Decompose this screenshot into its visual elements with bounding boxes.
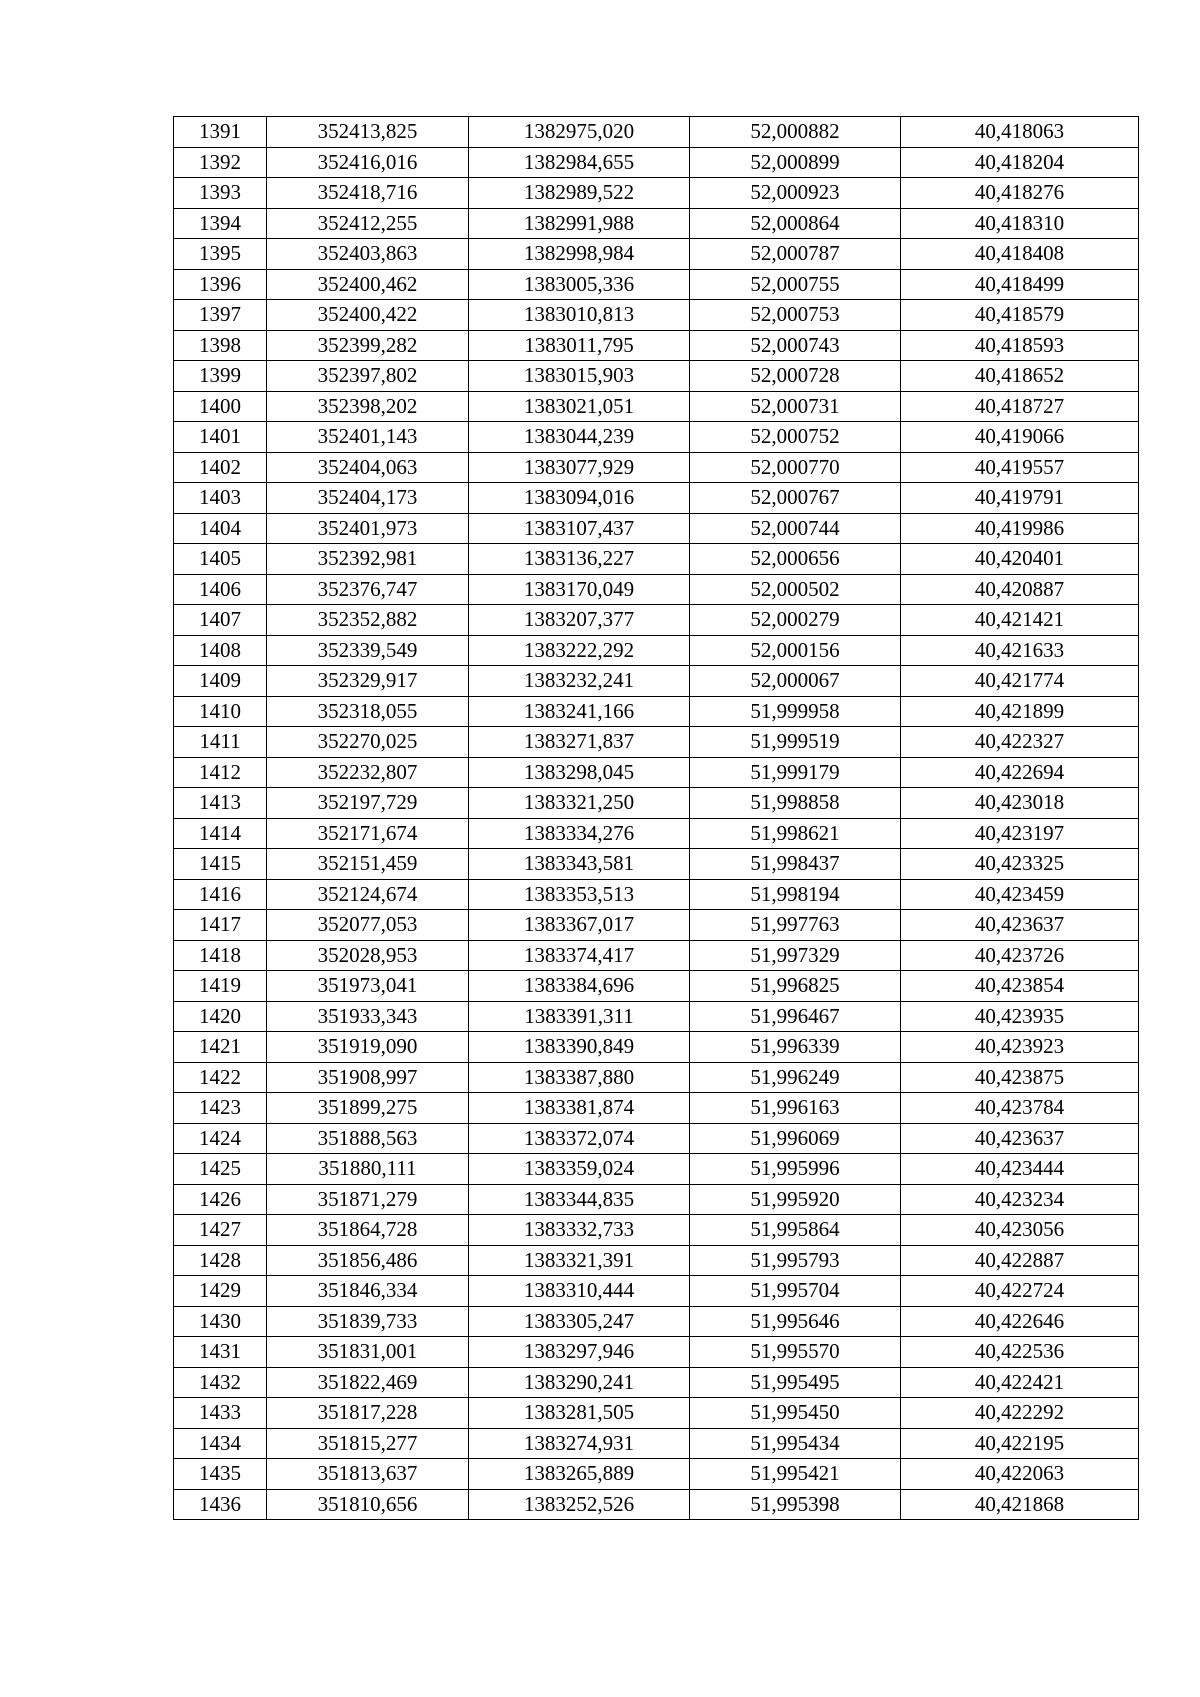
point-number-cell: 1421 <box>174 1032 267 1063</box>
x-coordinate-cell: 352376,747 <box>267 574 469 605</box>
point-number-cell: 1420 <box>174 1001 267 1032</box>
table-row <box>174 1245 1139 1276</box>
longitude-cell: 51,999519 <box>690 727 901 758</box>
x-coordinate-cell: 351813,637 <box>267 1459 469 1490</box>
latitude-cell: 40,423459 <box>901 879 1139 910</box>
y-coordinate-cell: 1383387,880 <box>469 1062 690 1093</box>
y-coordinate-cell: 1383241,166 <box>469 696 690 727</box>
longitude-cell: 51,995570 <box>690 1337 901 1368</box>
latitude-cell: 40,418204 <box>901 147 1139 178</box>
y-coordinate-cell: 1383367,017 <box>469 910 690 941</box>
y-coordinate-cell: 1383310,444 <box>469 1276 690 1307</box>
longitude-cell: 52,000767 <box>690 483 901 514</box>
table-row <box>174 239 1139 270</box>
table-row <box>174 940 1139 971</box>
latitude-cell: 40,421633 <box>901 635 1139 666</box>
longitude-cell: 52,000656 <box>690 544 901 575</box>
latitude-cell: 40,423875 <box>901 1062 1139 1093</box>
longitude-cell: 51,998437 <box>690 849 901 880</box>
table-row <box>174 1337 1139 1368</box>
point-number-cell: 1422 <box>174 1062 267 1093</box>
x-coordinate-cell: 352413,825 <box>267 117 469 148</box>
x-coordinate-cell: 351817,228 <box>267 1398 469 1429</box>
y-coordinate-cell: 1383281,505 <box>469 1398 690 1429</box>
y-coordinate-cell: 1383044,239 <box>469 422 690 453</box>
x-coordinate-cell: 351846,334 <box>267 1276 469 1307</box>
longitude-cell: 51,995495 <box>690 1367 901 1398</box>
longitude-cell: 51,995996 <box>690 1154 901 1185</box>
x-coordinate-cell: 352397,802 <box>267 361 469 392</box>
x-coordinate-cell: 352404,063 <box>267 452 469 483</box>
point-number-cell: 1426 <box>174 1184 267 1215</box>
point-number-cell: 1427 <box>174 1215 267 1246</box>
latitude-cell: 40,418652 <box>901 361 1139 392</box>
latitude-cell: 40,418593 <box>901 330 1139 361</box>
longitude-cell: 51,997763 <box>690 910 901 941</box>
x-coordinate-cell: 352400,422 <box>267 300 469 331</box>
latitude-cell: 40,422195 <box>901 1428 1139 1459</box>
table-row <box>174 1154 1139 1185</box>
y-coordinate-cell: 1383334,276 <box>469 818 690 849</box>
x-coordinate-cell: 351908,997 <box>267 1062 469 1093</box>
longitude-cell: 51,995920 <box>690 1184 901 1215</box>
table-row <box>174 483 1139 514</box>
longitude-cell: 51,995793 <box>690 1245 901 1276</box>
y-coordinate-cell: 1383297,946 <box>469 1337 690 1368</box>
x-coordinate-cell: 352318,055 <box>267 696 469 727</box>
point-number-cell: 1397 <box>174 300 267 331</box>
y-coordinate-cell: 1383015,903 <box>469 361 690 392</box>
point-number-cell: 1398 <box>174 330 267 361</box>
point-number-cell: 1412 <box>174 757 267 788</box>
y-coordinate-cell: 1383321,250 <box>469 788 690 819</box>
table-row <box>174 818 1139 849</box>
longitude-cell: 51,999179 <box>690 757 901 788</box>
longitude-cell: 51,998621 <box>690 818 901 849</box>
table-row <box>174 910 1139 941</box>
longitude-cell: 51,999958 <box>690 696 901 727</box>
point-number-cell: 1395 <box>174 239 267 270</box>
latitude-cell: 40,422292 <box>901 1398 1139 1429</box>
point-number-cell: 1391 <box>174 117 267 148</box>
table-row <box>174 1428 1139 1459</box>
longitude-cell: 52,000752 <box>690 422 901 453</box>
longitude-cell: 52,000882 <box>690 117 901 148</box>
longitude-cell: 51,997329 <box>690 940 901 971</box>
x-coordinate-cell: 352329,917 <box>267 666 469 697</box>
point-number-cell: 1415 <box>174 849 267 880</box>
y-coordinate-cell: 1383381,874 <box>469 1093 690 1124</box>
longitude-cell: 51,995398 <box>690 1489 901 1520</box>
x-coordinate-cell: 352416,016 <box>267 147 469 178</box>
table-row <box>174 1032 1139 1063</box>
point-number-cell: 1400 <box>174 391 267 422</box>
latitude-cell: 40,422694 <box>901 757 1139 788</box>
longitude-cell: 51,996339 <box>690 1032 901 1063</box>
x-coordinate-cell: 351864,728 <box>267 1215 469 1246</box>
table-row <box>174 1001 1139 1032</box>
latitude-cell: 40,419986 <box>901 513 1139 544</box>
x-coordinate-cell: 352197,729 <box>267 788 469 819</box>
y-coordinate-cell: 1383207,377 <box>469 605 690 636</box>
point-number-cell: 1394 <box>174 208 267 239</box>
table-row <box>174 879 1139 910</box>
latitude-cell: 40,418063 <box>901 117 1139 148</box>
table-row <box>174 300 1139 331</box>
y-coordinate-cell: 1383010,813 <box>469 300 690 331</box>
latitude-cell: 40,421868 <box>901 1489 1139 1520</box>
latitude-cell: 40,421899 <box>901 696 1139 727</box>
table-row <box>174 1184 1139 1215</box>
table-row <box>174 513 1139 544</box>
x-coordinate-cell: 351899,275 <box>267 1093 469 1124</box>
point-number-cell: 1434 <box>174 1428 267 1459</box>
table-row <box>174 361 1139 392</box>
point-number-cell: 1411 <box>174 727 267 758</box>
point-number-cell: 1416 <box>174 879 267 910</box>
longitude-cell: 52,000753 <box>690 300 901 331</box>
table-row <box>174 1367 1139 1398</box>
longitude-cell: 52,000067 <box>690 666 901 697</box>
y-coordinate-cell: 1383332,733 <box>469 1215 690 1246</box>
table-row <box>174 1215 1139 1246</box>
longitude-cell: 52,000744 <box>690 513 901 544</box>
y-coordinate-cell: 1383374,417 <box>469 940 690 971</box>
longitude-cell: 52,000787 <box>690 239 901 270</box>
y-coordinate-cell: 1383136,227 <box>469 544 690 575</box>
table-row <box>174 1093 1139 1124</box>
point-number-cell: 1402 <box>174 452 267 483</box>
table-row <box>174 605 1139 636</box>
y-coordinate-cell: 1382998,984 <box>469 239 690 270</box>
latitude-cell: 40,420401 <box>901 544 1139 575</box>
table-row <box>174 391 1139 422</box>
x-coordinate-cell: 352403,863 <box>267 239 469 270</box>
point-number-cell: 1393 <box>174 178 267 209</box>
x-coordinate-cell: 351933,343 <box>267 1001 469 1032</box>
y-coordinate-cell: 1383344,835 <box>469 1184 690 1215</box>
y-coordinate-cell: 1383298,045 <box>469 757 690 788</box>
y-coordinate-cell: 1383021,051 <box>469 391 690 422</box>
table-row <box>174 666 1139 697</box>
table-row <box>174 208 1139 239</box>
point-number-cell: 1408 <box>174 635 267 666</box>
y-coordinate-cell: 1383305,247 <box>469 1306 690 1337</box>
longitude-cell: 52,000864 <box>690 208 901 239</box>
table-row <box>174 696 1139 727</box>
x-coordinate-cell: 352401,973 <box>267 513 469 544</box>
latitude-cell: 40,421421 <box>901 605 1139 636</box>
point-number-cell: 1430 <box>174 1306 267 1337</box>
point-number-cell: 1407 <box>174 605 267 636</box>
point-number-cell: 1423 <box>174 1093 267 1124</box>
longitude-cell: 51,995646 <box>690 1306 901 1337</box>
point-number-cell: 1406 <box>174 574 267 605</box>
y-coordinate-cell: 1383343,581 <box>469 849 690 880</box>
x-coordinate-cell: 351973,041 <box>267 971 469 1002</box>
latitude-cell: 40,418408 <box>901 239 1139 270</box>
latitude-cell: 40,423935 <box>901 1001 1139 1032</box>
y-coordinate-cell: 1383321,391 <box>469 1245 690 1276</box>
point-number-cell: 1435 <box>174 1459 267 1490</box>
longitude-cell: 51,996249 <box>690 1062 901 1093</box>
x-coordinate-cell: 352401,143 <box>267 422 469 453</box>
table-row <box>174 178 1139 209</box>
table-row <box>174 849 1139 880</box>
point-number-cell: 1404 <box>174 513 267 544</box>
y-coordinate-cell: 1383077,929 <box>469 452 690 483</box>
table-row <box>174 1459 1139 1490</box>
latitude-cell: 40,423726 <box>901 940 1139 971</box>
x-coordinate-cell: 352339,549 <box>267 635 469 666</box>
x-coordinate-cell: 352151,459 <box>267 849 469 880</box>
latitude-cell: 40,422421 <box>901 1367 1139 1398</box>
point-number-cell: 1417 <box>174 910 267 941</box>
latitude-cell: 40,419557 <box>901 452 1139 483</box>
x-coordinate-cell: 351856,486 <box>267 1245 469 1276</box>
table-row <box>174 117 1139 148</box>
table-row <box>174 757 1139 788</box>
longitude-cell: 51,996163 <box>690 1093 901 1124</box>
y-coordinate-cell: 1383271,837 <box>469 727 690 758</box>
table-row <box>174 544 1139 575</box>
point-number-cell: 1429 <box>174 1276 267 1307</box>
longitude-cell: 51,996467 <box>690 1001 901 1032</box>
x-coordinate-cell: 351815,277 <box>267 1428 469 1459</box>
point-number-cell: 1413 <box>174 788 267 819</box>
point-number-cell: 1409 <box>174 666 267 697</box>
latitude-cell: 40,423854 <box>901 971 1139 1002</box>
latitude-cell: 40,420887 <box>901 574 1139 605</box>
point-number-cell: 1428 <box>174 1245 267 1276</box>
x-coordinate-cell: 352124,674 <box>267 879 469 910</box>
latitude-cell: 40,423784 <box>901 1093 1139 1124</box>
y-coordinate-cell: 1383005,336 <box>469 269 690 300</box>
point-number-cell: 1392 <box>174 147 267 178</box>
longitude-cell: 51,995450 <box>690 1398 901 1429</box>
latitude-cell: 40,422724 <box>901 1276 1139 1307</box>
latitude-cell: 40,422887 <box>901 1245 1139 1276</box>
y-coordinate-cell: 1383290,241 <box>469 1367 690 1398</box>
latitude-cell: 40,419066 <box>901 422 1139 453</box>
latitude-cell: 40,418579 <box>901 300 1139 331</box>
x-coordinate-cell: 351880,111 <box>267 1154 469 1185</box>
point-number-cell: 1418 <box>174 940 267 971</box>
y-coordinate-cell: 1382984,655 <box>469 147 690 178</box>
y-coordinate-cell: 1383011,795 <box>469 330 690 361</box>
y-coordinate-cell: 1383391,311 <box>469 1001 690 1032</box>
longitude-cell: 52,000279 <box>690 605 901 636</box>
point-number-cell: 1410 <box>174 696 267 727</box>
latitude-cell: 40,421774 <box>901 666 1139 697</box>
latitude-cell: 40,419791 <box>901 483 1139 514</box>
latitude-cell: 40,423637 <box>901 1123 1139 1154</box>
latitude-cell: 40,422327 <box>901 727 1139 758</box>
x-coordinate-cell: 351839,733 <box>267 1306 469 1337</box>
x-coordinate-cell: 351871,279 <box>267 1184 469 1215</box>
coordinate-table-body <box>174 117 1139 1520</box>
table-row <box>174 330 1139 361</box>
x-coordinate-cell: 352404,173 <box>267 483 469 514</box>
latitude-cell: 40,423637 <box>901 910 1139 941</box>
y-coordinate-cell: 1382991,988 <box>469 208 690 239</box>
x-coordinate-cell: 352398,202 <box>267 391 469 422</box>
y-coordinate-cell: 1383384,696 <box>469 971 690 1002</box>
longitude-cell: 52,000502 <box>690 574 901 605</box>
x-coordinate-cell: 351831,001 <box>267 1337 469 1368</box>
latitude-cell: 40,423444 <box>901 1154 1139 1185</box>
x-coordinate-cell: 352418,716 <box>267 178 469 209</box>
latitude-cell: 40,422536 <box>901 1337 1139 1368</box>
point-number-cell: 1425 <box>174 1154 267 1185</box>
longitude-cell: 52,000755 <box>690 269 901 300</box>
point-number-cell: 1401 <box>174 422 267 453</box>
coordinate-table <box>173 116 1139 1520</box>
longitude-cell: 52,000731 <box>690 391 901 422</box>
latitude-cell: 40,423018 <box>901 788 1139 819</box>
table-row <box>174 1062 1139 1093</box>
x-coordinate-cell: 351888,563 <box>267 1123 469 1154</box>
x-coordinate-cell: 352028,953 <box>267 940 469 971</box>
y-coordinate-cell: 1383274,931 <box>469 1428 690 1459</box>
point-number-cell: 1424 <box>174 1123 267 1154</box>
longitude-cell: 52,000728 <box>690 361 901 392</box>
table-row <box>174 635 1139 666</box>
table-row <box>174 788 1139 819</box>
x-coordinate-cell: 352392,981 <box>267 544 469 575</box>
point-number-cell: 1403 <box>174 483 267 514</box>
longitude-cell: 51,995864 <box>690 1215 901 1246</box>
table-row <box>174 422 1139 453</box>
longitude-cell: 51,998194 <box>690 879 901 910</box>
x-coordinate-cell: 352270,025 <box>267 727 469 758</box>
x-coordinate-cell: 352232,807 <box>267 757 469 788</box>
point-number-cell: 1431 <box>174 1337 267 1368</box>
table-row <box>174 147 1139 178</box>
longitude-cell: 51,996069 <box>690 1123 901 1154</box>
longitude-cell: 52,000899 <box>690 147 901 178</box>
x-coordinate-cell: 352399,282 <box>267 330 469 361</box>
y-coordinate-cell: 1383372,074 <box>469 1123 690 1154</box>
y-coordinate-cell: 1382975,020 <box>469 117 690 148</box>
x-coordinate-cell: 352171,674 <box>267 818 469 849</box>
latitude-cell: 40,418499 <box>901 269 1139 300</box>
latitude-cell: 40,418727 <box>901 391 1139 422</box>
x-coordinate-cell: 352400,462 <box>267 269 469 300</box>
latitude-cell: 40,423234 <box>901 1184 1139 1215</box>
x-coordinate-cell: 352412,255 <box>267 208 469 239</box>
latitude-cell: 40,423923 <box>901 1032 1139 1063</box>
latitude-cell: 40,423197 <box>901 818 1139 849</box>
y-coordinate-cell: 1383353,513 <box>469 879 690 910</box>
point-number-cell: 1414 <box>174 818 267 849</box>
point-number-cell: 1419 <box>174 971 267 1002</box>
longitude-cell: 52,000156 <box>690 635 901 666</box>
latitude-cell: 40,422063 <box>901 1459 1139 1490</box>
table-row <box>174 269 1139 300</box>
point-number-cell: 1396 <box>174 269 267 300</box>
table-row <box>174 1123 1139 1154</box>
table-row <box>174 1398 1139 1429</box>
table-row <box>174 727 1139 758</box>
latitude-cell: 40,422646 <box>901 1306 1139 1337</box>
x-coordinate-cell: 351810,656 <box>267 1489 469 1520</box>
y-coordinate-cell: 1383170,049 <box>469 574 690 605</box>
y-coordinate-cell: 1383265,889 <box>469 1459 690 1490</box>
table-row <box>174 971 1139 1002</box>
longitude-cell: 51,995421 <box>690 1459 901 1490</box>
x-coordinate-cell: 352352,882 <box>267 605 469 636</box>
point-number-cell: 1432 <box>174 1367 267 1398</box>
point-number-cell: 1433 <box>174 1398 267 1429</box>
y-coordinate-cell: 1383094,016 <box>469 483 690 514</box>
table-row <box>174 1489 1139 1520</box>
y-coordinate-cell: 1383232,241 <box>469 666 690 697</box>
y-coordinate-cell: 1383222,292 <box>469 635 690 666</box>
x-coordinate-cell: 352077,053 <box>267 910 469 941</box>
latitude-cell: 40,423325 <box>901 849 1139 880</box>
longitude-cell: 51,998858 <box>690 788 901 819</box>
y-coordinate-cell: 1383252,526 <box>469 1489 690 1520</box>
table-row <box>174 574 1139 605</box>
latitude-cell: 40,418276 <box>901 178 1139 209</box>
point-number-cell: 1399 <box>174 361 267 392</box>
y-coordinate-cell: 1383107,437 <box>469 513 690 544</box>
x-coordinate-cell: 351822,469 <box>267 1367 469 1398</box>
latitude-cell: 40,418310 <box>901 208 1139 239</box>
table-row <box>174 1276 1139 1307</box>
table-row <box>174 1306 1139 1337</box>
longitude-cell: 51,995434 <box>690 1428 901 1459</box>
longitude-cell: 52,000923 <box>690 178 901 209</box>
y-coordinate-cell: 1383390,849 <box>469 1032 690 1063</box>
longitude-cell: 52,000743 <box>690 330 901 361</box>
point-number-cell: 1436 <box>174 1489 267 1520</box>
y-coordinate-cell: 1382989,522 <box>469 178 690 209</box>
x-coordinate-cell: 351919,090 <box>267 1032 469 1063</box>
longitude-cell: 51,995704 <box>690 1276 901 1307</box>
y-coordinate-cell: 1383359,024 <box>469 1154 690 1185</box>
point-number-cell: 1405 <box>174 544 267 575</box>
latitude-cell: 40,423056 <box>901 1215 1139 1246</box>
longitude-cell: 52,000770 <box>690 452 901 483</box>
table-row <box>174 452 1139 483</box>
longitude-cell: 51,996825 <box>690 971 901 1002</box>
